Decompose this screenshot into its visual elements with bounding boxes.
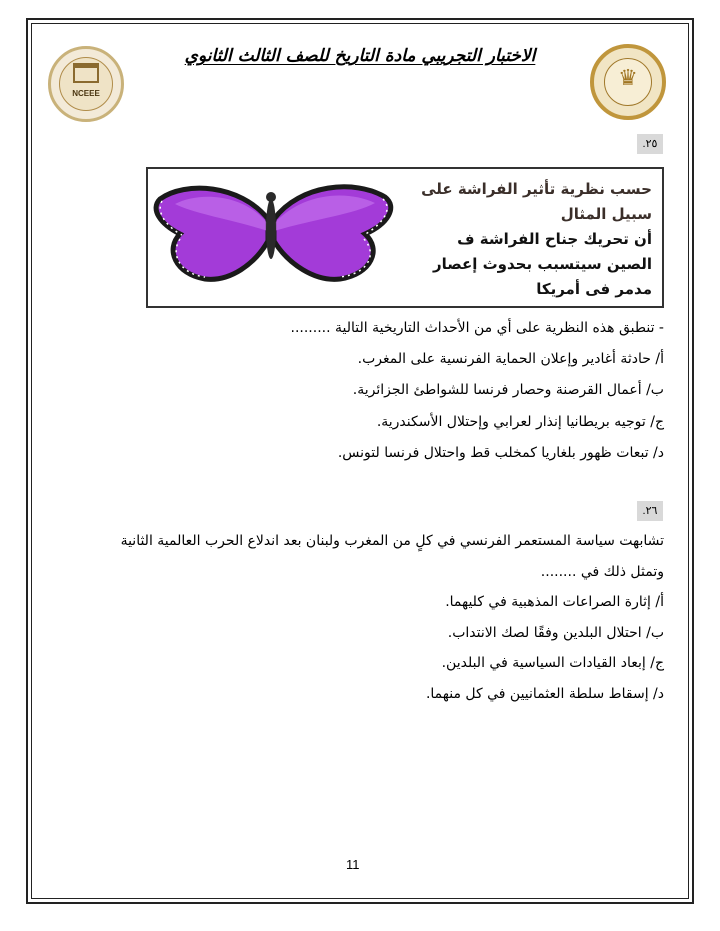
nceee-logo [48,46,124,122]
caption-line: سبيل المثال [560,205,652,223]
butterfly-image-box [146,167,664,308]
question26-text [44,533,664,713]
question25-text [64,320,664,470]
butterfly-caption [382,177,652,302]
butterfly-icon [150,179,410,299]
question-number-badge: .٢٥ [637,134,663,154]
answer-option: أ/ إثارة الصراعات المذهبية في كليهما. [445,594,664,610]
page-number: 11 [346,857,360,872]
question-number-badge: .٢٦ [637,501,663,521]
caption-line: الصين سيتسبب بحدوث إعصار [432,255,652,273]
question-stem: - تنطبق هذه النظرية على أي من الأحداث التاريخية التالية ......... [290,320,664,336]
question-stem-continued: وتمثل ذلك في ........ [540,564,664,580]
answer-option: ج/ إبعاد القيادات السياسية في البلدين. [441,655,664,671]
caption-line: حسب نظرية تأثير الفراشة على [421,180,652,198]
answer-option: ب/ أعمال القرصنة وحصار فرنسا للشواطئ الجزائرية. [352,382,664,398]
question-stem: تشابهت سياسة المستعمر الفرنسي في كلٍ من المغرب ولبنان بعد اندلاع الحرب العالمية الثانية [120,533,664,549]
answer-option: ب/ احتلال البلدين وفقًا لصك الانتداب. [447,625,664,641]
building-icon [73,63,99,83]
ministry-logo [590,44,666,120]
answer-option: أ/ حادثة أغادير وإعلان الحماية الفرنسية على المغرب. [357,351,664,367]
answer-option: د/ إسقاط سلطة العثمانيين في كل منهما. [425,686,664,702]
caption-line: أن تحريك جناح الفراشة ف [457,230,652,248]
page-title: الاختبار التجريبي مادة التاريخ للصف الثالث الثانوي [184,46,536,66]
answer-option: د/ تبعات ظهور بلغاريا كمخلب قط واحتلال فرنسا لتونس. [337,445,664,461]
eagle-icon: ♛ [618,66,638,91]
logo-label: NCEEE [72,89,100,98]
answer-option: ج/ توجيه بريطانيا إنذار لعرابي وإحتلال الأسكندرية. [376,414,664,430]
caption-line: مدمر فى أمريكا [536,280,652,298]
